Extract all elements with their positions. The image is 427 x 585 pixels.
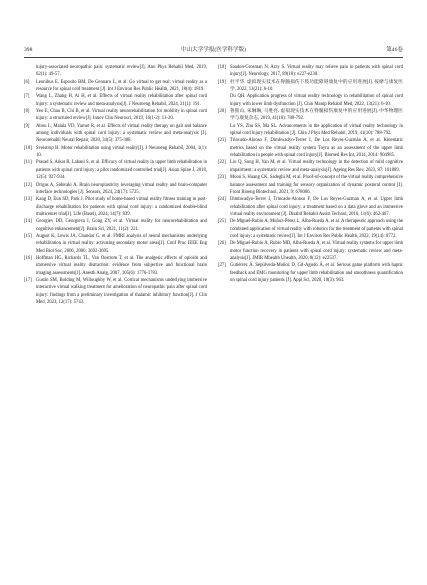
- reference-text: Sveistrup H. Motor rehabilitation using virtual reality[J]. J Neuroeng Rehabil, 2004, 1(1): 10.: [36, 145, 207, 159]
- reference-entry: [24, 196, 207, 218]
- reference-number: [15]: [24, 233, 32, 239]
- reference-entry: [24, 93, 207, 108]
- reference-text: Dimbwadyo-Terrer I, Trincado-Alonso F, De Los Reyes-Guzmán A, et al. Upper limb rehabilitation after spinal cord injury: a treatment based on a data glove and an immersive virtual reality environment [J]. Disabil Rehabil Assist Technol, 2016, 11(6): 462-467.: [230, 197, 403, 217]
- reference-number: [17]: [24, 277, 32, 283]
- reference-number: [18]: [218, 65, 226, 70]
- header-rule: [24, 57, 403, 58]
- reference-text: Saadon-Grosman N, Arzy S. Virtual reality may relieve pain in patients with spinal cord injury[J]. Neurology, 2017, 89(18): e227-e230.: [230, 65, 403, 78]
- reference-number: [8]: [24, 109, 30, 115]
- reference-number: [19]: [218, 79, 226, 85]
- reference-number: [26]: [218, 241, 226, 247]
- reference-text: August K, Lewis JA, Chandar G, et al. FMRI analysis of neural mechanisms underlying rehabilitation in virtual reality: activating secondary motor areas[J]. Conf Proc IEEE Eng Med Biol Soc, 2006, 2006: 3692-3695.: [36, 233, 207, 254]
- reference-continuation: injury-associated neuropathic pain: systematic review[J]. Ann Phys Rehabil Med, 2019, 62(1): 49-57.: [36, 65, 207, 78]
- right-reference-list: [218, 64, 403, 284]
- reference-number: [12]: [24, 182, 32, 188]
- reference-number: [13]: [24, 197, 32, 203]
- reference-entry: [218, 262, 403, 284]
- reference-entry: [24, 159, 207, 181]
- reference-entry: [24, 145, 207, 160]
- reference-number: [27]: [218, 263, 226, 269]
- reference-number: [6]: [24, 79, 30, 85]
- reference-number: [23]: [218, 175, 226, 181]
- reference-text: Leonibus E, Esposito BM, De Gennaro L, et al. Go virtual to get real: virtual reality as a resource for spinal cord treatment [J]. Int J Environ Res Public Health, 2021, 18(4): 1819.: [36, 79, 207, 93]
- reference-text: Trincado-Alonso F, Dimbwadyo-Terrer I, De Los Reyes-Guzmán A, et al. Kinematic metrics based on the virtual reality system Toyra as an assessment of the upper limb rehabilitation in people with spinal cord injury[J]. Biomed Res Int, 2014, 2014: 904985.: [230, 138, 403, 159]
- reference-text: Lu YS, Zhu SS, Ma SL. Advancements in the application of virtual reality technology in spinal cord injury rehabilitation [J]. Chin J Phys Med Rehabil, 2019, 41(10): 788-792.: [230, 123, 403, 137]
- reference-entry: [24, 108, 207, 123]
- page-header: [24, 44, 403, 56]
- reference-text: 杜平华. 虚拟现实技术在脊髓损伤下肢功能障碍康复中的应用进展[J]. 按摩与康复医学, 2022, 13(21): 6-10.: [230, 79, 403, 93]
- reference-text: Liu Q, Song H, Yan M, et al. Virtual reality technology in the detection of mild cognitive impairment: a systematic review and meta-analysis[J]. Ageing Res Rev, 2023, 87: 101889.: [230, 160, 403, 173]
- reference-text: Yeo E, Chau B, Chi B, et al. Virtual reality neurorehabilitation for mobility in spinal cord injury: a structured review[J]. Innov Clin Neurosci, 2019, 16(1-2): 13-20.: [36, 109, 207, 122]
- reference-number: [16]: [24, 255, 32, 261]
- reference-text: Du QH. Application progress of virtual reality technology in rehabilitation of spinal cord injury with lower limb dysfunction [J]. Chin Manip Rehabil Med, 2022, 13(21): 6-10.: [230, 94, 403, 107]
- right-column: [218, 64, 403, 284]
- reference-entry: [218, 174, 403, 196]
- reference-text: De Miguel-Rubio A, Rubio MD, Alba-Rueda A, et al. Virtual reality systems for upper limb motor function recovery in patients with spinal cord injury: systematic review and meta-analysis[J]. JMIR Mhealth Uhealth, 2020, 8(12): e22537.: [230, 241, 403, 261]
- reference-text: Moon S, Huang CK, Sadeghi M, et al. Proof-of-concept of the virtual reality comprehensive balance assessment and training for sensory organization of dynamic postural control [J]. Front Bioeng Biotechnol, 2021, 9: 678006.: [230, 175, 404, 195]
- reference-entry: [218, 137, 403, 159]
- reference-number: [11]: [24, 160, 32, 166]
- reference-number: [25]: [218, 219, 226, 225]
- reference-number: [21]: [218, 138, 226, 144]
- reference-entry: [24, 182, 207, 197]
- reference-text: De Miguel-Rubio A, Muñoz-Pérez L, Alba-Rueda A, et al. A therapeutic approach using the combined application of virtual reality with robotics for the treatment of patients with spinal cord injury: a systematic review[J]. Int J Environ Res Public Health, 2022, 19(14): 8772.: [230, 219, 404, 239]
- reference-entry: [24, 218, 207, 233]
- reference-text: Kang D, Eun SD, Park J. Pilot study of home-based virtual reality fitness training in post-discharge rehabilitation for patients with spinal cord injury: a randomized double-blind multicenter trial[J]. Life (Basel), 2024, 14(7): 839.: [36, 197, 207, 217]
- reference-text: Prasad S, Aikat R, Labani S, et al. Efficacy of virtual reality in upper limb rehabilitation in patients with spinal cord injury: a pilot randomized controlled trial[J]. Asian Spine J, 2018, 12(5): 927-934.: [36, 160, 207, 181]
- reference-number: [24]: [218, 197, 226, 203]
- reference-entry: [218, 218, 403, 240]
- reference-number: [20]: [218, 109, 226, 115]
- reference-entry: [218, 196, 403, 218]
- reference-number: [22]: [218, 160, 226, 166]
- reference-number: [9]: [24, 123, 30, 129]
- reference-number: [14]: [24, 219, 32, 225]
- reference-entry: [218, 64, 403, 79]
- volume-label: 第46卷: [386, 47, 403, 53]
- reference-entry: [218, 108, 403, 123]
- reference-text: Gustin SM, Bolding M, Willoughby W, et al. Cortical mechanisms underlying immersive interactive virtual walking treatment for amelioration of neuropathic pain after spinal cord injury: findings from a preliminary investigation of thalamic inhibitory function[J]. J Clin Med, 2023, 12(17): 5743.: [36, 277, 207, 305]
- reference-text: Abou L, Malala VD, Yarnot R, et al. Effects of virtual reality therapy on gait and balance among individuals with spinal cord injury: a systematic review and meta-analysis [J]. Neurorehabil Neural Repair, 2020, 34(5): 375-388.: [36, 123, 207, 144]
- reference-text: Gutiérrez Á, Sepúlveda-Muñoz D, Gil-Agudo Á, et al. Serious game platform with haptic feedback and EMG monitoring for upper limb rehabilitation and smoothness quantification on spinal cord injury patients [J]. Appl Sci, 2020, 10(3): 963.: [230, 263, 403, 283]
- reference-number: [10]: [24, 145, 32, 151]
- reference-text: Georgiev DD, Georgieva I, Gong ZY, et al. Virtual reality for neurorehabilitation and cognitive enhancement[J]. Brain Sci, 2021, 11(2): 221.: [36, 219, 207, 232]
- reference-entry: [218, 79, 403, 94]
- page-number: 398: [24, 47, 33, 53]
- reference-entry: [24, 79, 207, 94]
- reference-entry: [24, 255, 207, 277]
- reference-text: Hoffman HG, Richards TL, Van Oostrom T, et al. The analgesic effects of opioids and immersive virtual reality distraction: evidence from subjective and functional brain imaging assessments[J]. Anesth Analg, 2007, 105(6): 1776-1783.: [36, 255, 207, 276]
- reference-number: [218, 93, 230, 108]
- reference-entry: [218, 123, 403, 138]
- reference-entry: [218, 93, 403, 108]
- left-reference-list: [24, 79, 207, 307]
- reference-entry: [218, 159, 403, 174]
- reference-text: Wang L, Zhang H, Ai H, et al. Effects of virtual reality rehabilitation after spinal cord injury: a systematic review and meta-analysis[J]. J Neuroeng Rehabil, 2024, 21(1): 191.: [36, 94, 207, 107]
- reference-number: [7]: [24, 94, 30, 100]
- reference-text: 鲁银山, 朱琳琳, 马胜亮. 虚拟现实技术在脊髓损伤康复中的应用进展[J]. 中华物理医学与康复杂志, 2019, 41(10): 788-792.: [230, 109, 403, 122]
- journal-title: 中山大学学报(医学科学版): [180, 47, 247, 53]
- left-column: [24, 64, 207, 306]
- reference-text: Drigas A, Sideraki A. Brain neuroplasticity leveraging virtual reality and brain-computer interface technologies [J]. Sensors, 2024, 24(17): 5725.: [36, 182, 207, 195]
- reference-number: [218, 123, 230, 138]
- reference-entry: [218, 240, 403, 262]
- reference-entry: [24, 277, 207, 306]
- reference-entry: [24, 123, 207, 145]
- reference-entry: [24, 233, 207, 255]
